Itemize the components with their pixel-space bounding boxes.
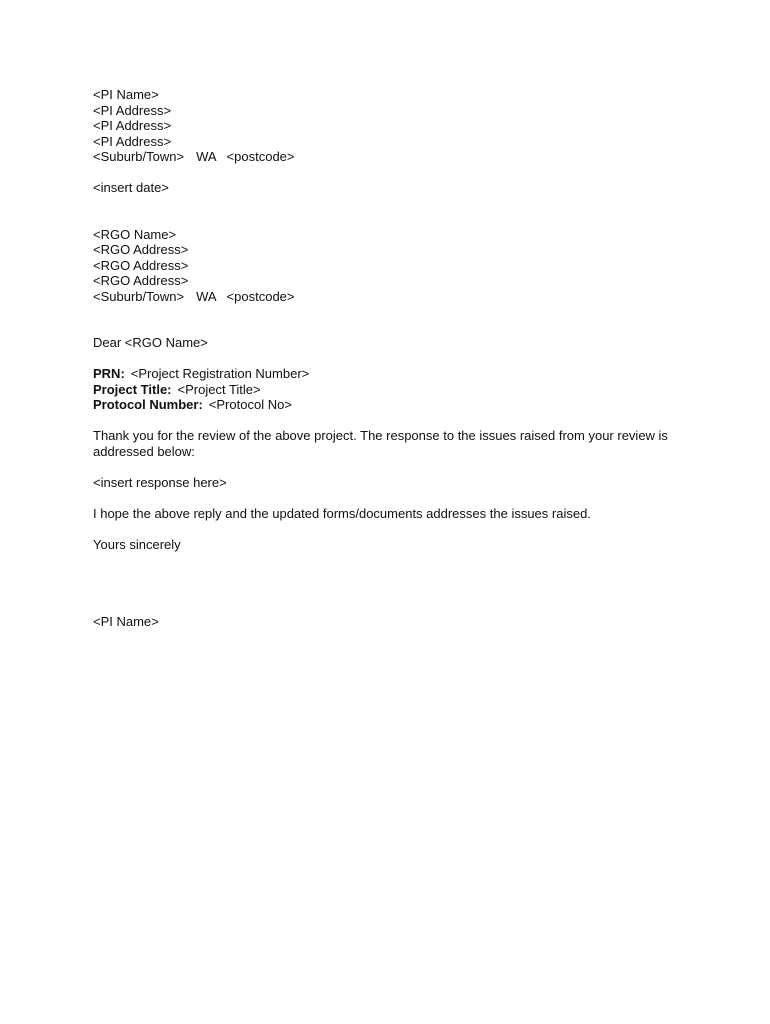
recipient-address-line: <RGO Address> xyxy=(93,242,189,257)
recipient-suburb: <Suburb/Town> xyxy=(93,288,185,304)
project-title-row xyxy=(93,382,683,398)
project-title-value: <Project Title> xyxy=(177,381,261,397)
letter-date: <insert date> xyxy=(93,180,169,195)
recipient-address-line: <RGO Address> xyxy=(93,257,189,273)
sender-state: WA xyxy=(196,149,217,164)
project-title-label: Project Title: xyxy=(93,381,172,397)
recipient-locality xyxy=(93,289,683,305)
closing-paragraph: I hope the above reply and the updated forms/documents addresses the issues raised. xyxy=(93,505,591,521)
sender-postcode: <postcode> xyxy=(226,149,295,164)
recipient-address-line: <RGO Address> xyxy=(93,273,189,288)
protocol-number-value: <Protocol No> xyxy=(208,397,292,412)
prn-value: <Project Registration Number> xyxy=(130,366,310,381)
sender-address-line: <PI Address> xyxy=(93,102,172,118)
sign-off: Yours sincerely xyxy=(93,536,181,552)
sender-address-line: <PI Address> xyxy=(93,118,172,133)
sender-block xyxy=(93,87,683,165)
recipient-name: <RGO Name> xyxy=(93,226,177,242)
sender-address-line: <PI Address> xyxy=(93,133,172,149)
prn-label: PRN: xyxy=(93,366,125,381)
recipient-postcode: <postcode> xyxy=(226,288,295,304)
signature-name: <PI Name> xyxy=(93,614,159,629)
letter-content xyxy=(93,87,683,630)
intro-paragraph: Thank you for the review of the above project. The response to the issues raised from your review is addressed below: xyxy=(93,428,668,459)
recipient-state: WA xyxy=(196,288,217,304)
prn-row xyxy=(93,366,683,382)
response-placeholder: <insert response here> xyxy=(93,474,227,490)
project-details xyxy=(93,366,683,413)
sender-name: <PI Name> xyxy=(93,87,159,102)
protocol-number-row xyxy=(93,397,683,413)
salutation: Dear <RGO Name> xyxy=(93,335,208,350)
sender-suburb: <Suburb/Town> xyxy=(93,149,185,164)
recipient-block xyxy=(93,227,683,305)
protocol-number-label: Protocol Number: xyxy=(93,397,203,412)
sender-locality xyxy=(93,149,683,165)
